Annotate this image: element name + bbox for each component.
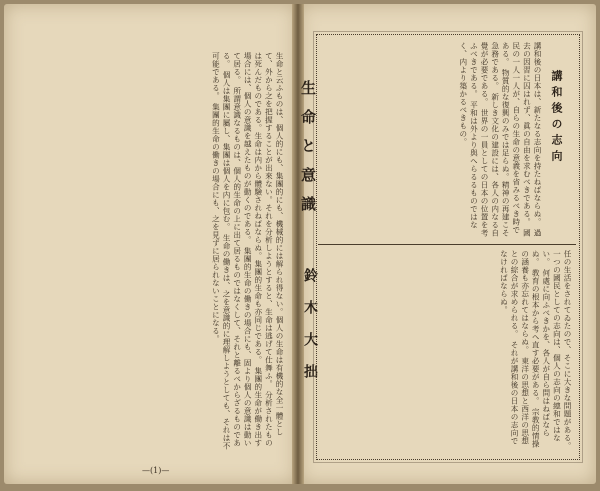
body-column: 生命の働きは、之を意識的に理解しようとしても、それは不可能である。 [211,52,232,450]
page-number: —(1)— [142,466,170,475]
sidebar-column: 任の生活をされてゐたので、そこに大きな問題がある。 [563,250,572,450]
sidebar-column: 新しき文化の建設には、各人の内なる自覺が必要である。 [480,42,500,237]
sidebar-column: 教育の根本から考へ直す必要がある。 [531,268,541,405]
sidebar-column: 世界の一員としての日本の位置を考ふべきである。 [469,42,490,237]
sidebar-column: それが講和後の日本の志向でなければならぬ。 [499,250,520,445]
sidebar-column: 國民の一人一人が、自らの生命の意義を省みるべき時である。 [501,42,532,237]
sidebar-column: 一つの國民としての志向は、個人の志向の總和ではない。 [541,250,562,442]
sidebar-column: 何處に向ふべきかを、各人が自ら問はねばならぬ。 [531,250,551,437]
sidebar-column: 物質的な復興のみでは足らぬ。精神の再建こそ急務である。 [490,42,511,237]
body-column: 個人は集團に屬し、集團は個人を内に包む。 [222,70,232,231]
sidebar-column: 東洋の思想と西洋の思想との綜合が求められる。 [510,250,530,445]
body-column: 集團的生命が働き出す場合には、個人の意識を越えたものが動くのである。 [243,52,263,447]
article-title: 生命と意識 [299,80,317,225]
sidebar-text-lower [324,250,572,450]
sidebar-title: 講和後の志向 [550,70,563,166]
sidebar-column: 宗教的情操の涵養も亦忘れてはならぬ。 [520,250,541,448]
sidebar-column: 平和は外より與へらるるものではなく、内より築かるべきもの。 [458,42,479,229]
body-column: 生命と云ふものは、個人的にも、集團的にも、機械的には解られ得ない。個人の生命は有機的な全一體として、外から之を把握することが出來ない。それを分析しようとすると、生命は逃げて仕舞ふ。 [264,52,284,436]
body-column: 集團的生命の働きの場合にも、固より個人の意識は動いて居る。 [232,52,253,447]
article-author: 鈴木大拙 [302,268,318,396]
sidebar-divider [318,244,576,245]
left-body-text [14,52,284,450]
body-column: 所謂意識なるものは、個人的生命の上に出て居るものではなくして、それと離るべからざるものである。 [222,52,242,447]
sidebar-text-upper [324,42,542,238]
sidebar-column: 過去の因習に囚はれず、眞の自由を求むべきである。 [522,42,542,237]
body-column: 分析されたものは死んだものである。生命は内から體驗されねばならぬ。集團的生命も亦同じである。 [253,52,274,447]
sidebar-column: 講和後の日本は、新たなる志向を持たねばならぬ。 [533,42,542,226]
body-column: 集團的生命の働きの場合にも、之を見ずに居られないことになる。 [211,102,221,343]
